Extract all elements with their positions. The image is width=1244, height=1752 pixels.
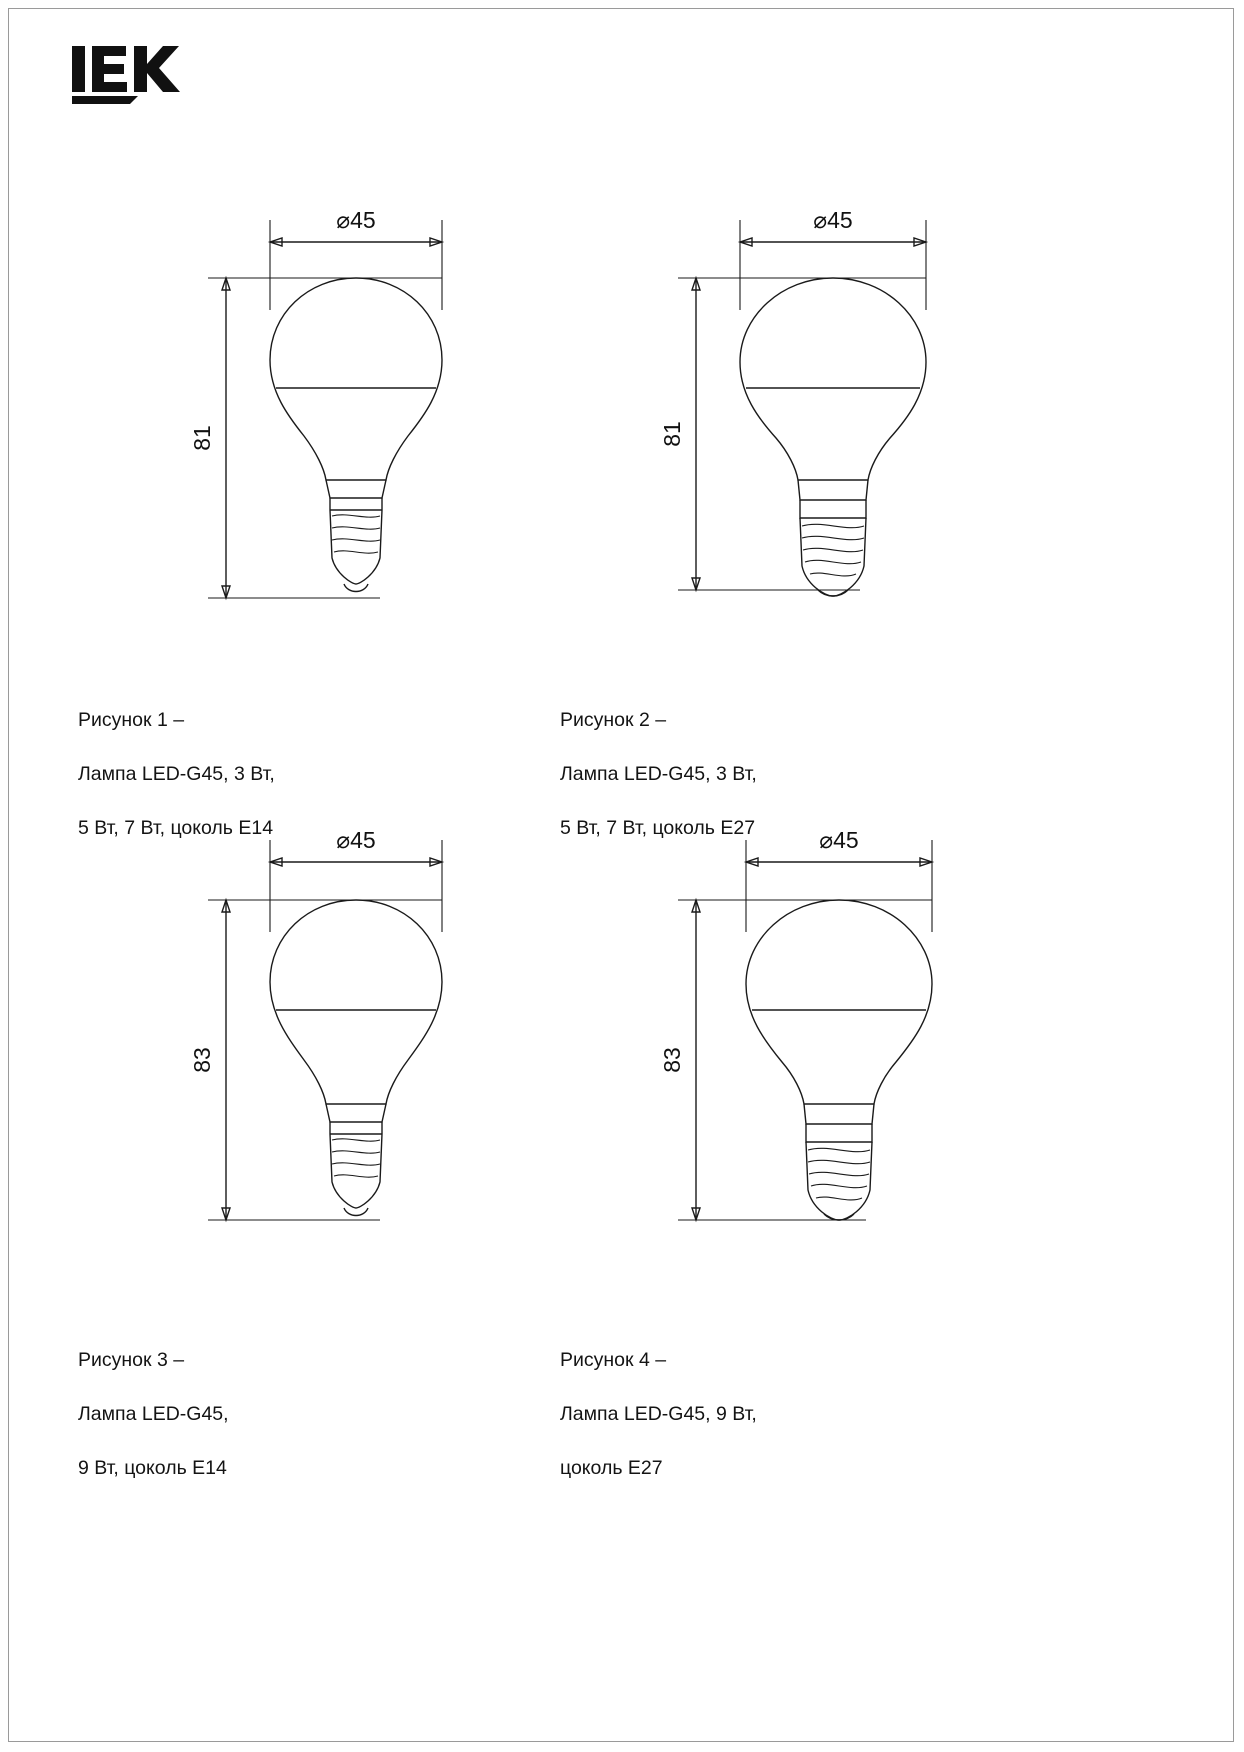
figure-1-drawing: [180, 180, 600, 630]
figure-2-caption-line3: 5 Вт, 7 Вт, цоколь E27: [560, 817, 756, 839]
figure-4-caption-line2: Лампа LED-G45, 9 Вт,: [560, 1403, 757, 1425]
figure-4-caption-line1: Рисунок 4 –: [560, 1349, 667, 1371]
figure-2-diameter-label: ⌀45: [813, 207, 853, 233]
figure-2-height-label: 81: [659, 421, 685, 447]
figure-1-diameter-label: ⌀45: [336, 207, 376, 233]
figure-2-caption-line1: Рисунок 2 –: [560, 709, 667, 731]
figure-1-height-label: 81: [189, 425, 215, 451]
figure-3-diameter-label: ⌀45: [336, 827, 376, 853]
figure-3-height-label: 83: [189, 1047, 215, 1073]
figure-4-drawing: [650, 820, 1070, 1270]
figure-2-caption-line2: Лампа LED-G45, 3 Вт,: [560, 763, 757, 785]
figure-3-drawing: [180, 820, 600, 1270]
figure-1-caption: [78, 680, 478, 869]
figure-3-caption-line1: Рисунок 3 –: [78, 1349, 185, 1371]
figure-4-diameter-label: ⌀45: [819, 827, 859, 853]
figure-4-caption-line3: цоколь E27: [560, 1457, 663, 1479]
figure-1-caption-line3: 5 Вт, 7 Вт, цоколь E14: [78, 817, 274, 839]
figure-2-drawing: [650, 180, 1070, 630]
figure-4-height-label: 83: [659, 1047, 685, 1073]
figure-2-caption: [560, 680, 980, 869]
iek-logo-icon: [72, 42, 192, 104]
figure-3-caption-line3: 9 Вт, цоколь E14: [78, 1457, 227, 1479]
figure-4-caption: [560, 1320, 980, 1509]
figure-3-caption-line2: Лампа LED-G45,: [78, 1403, 229, 1425]
figure-1-caption-line2: Лампа LED-G45, 3 Вт,: [78, 763, 275, 785]
figure-3-caption: [78, 1320, 478, 1509]
figure-1-caption-line1: Рисунок 1 –: [78, 709, 185, 731]
